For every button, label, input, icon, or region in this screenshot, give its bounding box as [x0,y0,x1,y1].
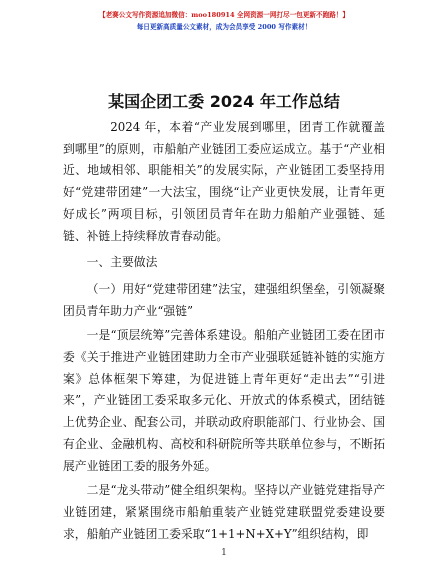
intro-paragraph: 2024 年，本着“产业发展到哪里，团青工作就覆盖到哪里”的原则，市船舶产业链团工委应运成立。基于“产业相近、地域相邻、职能相关”的发展实际，产业链团工委坚持用好“党建带团建”一大法宝，围绕“让产业更快发展，让青年更好成长”两项目标，引领团员青年在助力船舶产业强链、延链、补链上持续释放青春动能。 [63,120,385,243]
body-paragraph: 二是“龙头带动”健全组织架构。坚持以产业链党建指导产业链团建，紧紧围绕市船舶重装产业链党建联盟党委建设要求，船舶产业链团工委采取“1+1+N+X+Y”组织结构，即 [63,483,385,541]
section-heading: 一、主要做法 [86,255,158,270]
body-paragraph: 一是“顶层统筹”完善体系建设。船舶产业链团工委在团市委《关于推进产业链团建助力全市产业强联延链补链的实施方案》总体框架下筹建，为促进链上青年更好“走出去”“引进来”，产业链团工委采取多元化、开放式的体系模式，团结链上优势企业、配套公司，并联动政府职能部门、行业协会、国有企业、金融机构、高校和科研院所等共联单位参与，不断拓展产业链团工委的服务外延。 [63,328,385,473]
banner-line-1: 【老赛公文写作资源追加微信：moo180914 全网资源一网打尽一包更新不跑路！】 [98,11,349,19]
banner-line-2: 每日更新高质量公文素材，成为会员享受 2000 写作素材！ [136,23,312,31]
subsection-heading: （一）用好“党建带团建”法宝，建强组织堡垒，引领凝聚团员青年助力产业“强链” [63,281,385,318]
document-title: 某国企团工委 2024 年工作总结 [108,92,340,111]
page-number: 1 [221,548,227,558]
header-banner [0,9,448,33]
document-body [63,117,385,545]
